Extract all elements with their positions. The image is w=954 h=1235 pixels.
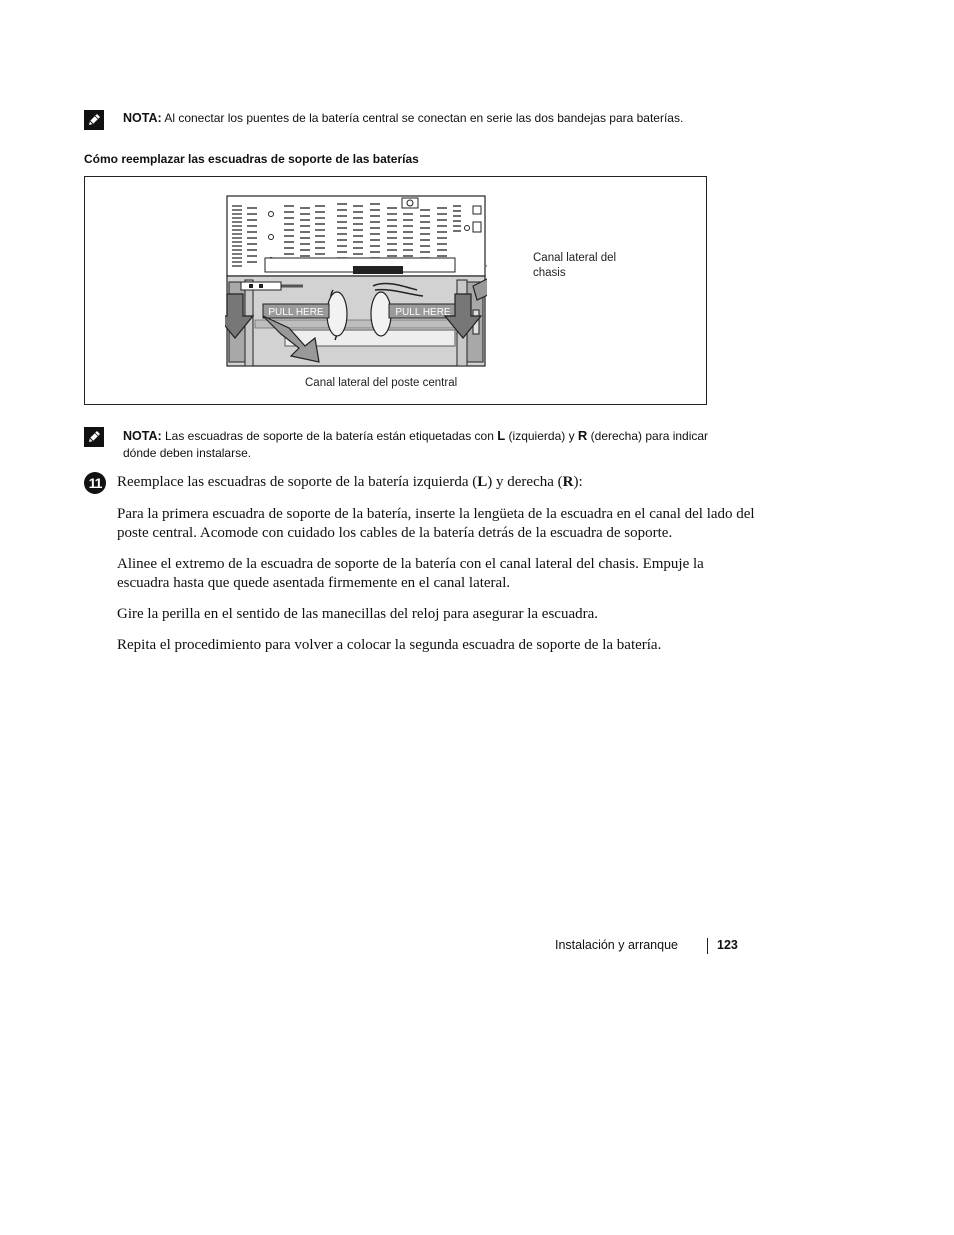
battery-bracket-illustration <box>225 194 487 369</box>
step-title-a: Reemplace las escuadras de soporte de la batería izquierda ( <box>117 474 478 490</box>
figure-frame <box>84 176 707 405</box>
page-number: 123 <box>717 938 738 952</box>
note-text: Al conectar los puentes de la batería central se conectan en serie las dos bandejas para baterías. <box>164 111 684 125</box>
step-title <box>117 474 583 491</box>
callout-chassis-channel <box>533 251 616 281</box>
paragraph-3: Gire la perilla en el sentido de las manecillas del reloj para asegurar la escuadra. <box>117 606 599 622</box>
callout-center-post-channel: Canal lateral del poste central <box>305 377 458 389</box>
note-text-c: (derecha) para indicar <box>590 429 709 443</box>
note-text-a: Las escuadras de soporte de la batería están etiquetadas con <box>165 429 494 443</box>
step-title-l: L <box>477 474 488 490</box>
pull-here-tab-left: PULL HERE <box>268 307 324 318</box>
footer-divider <box>707 938 708 954</box>
footer-section-title: Instalación y arranque <box>555 938 678 952</box>
note-label: NOTA: <box>123 429 162 443</box>
right-glyph: R <box>577 428 588 443</box>
paragraph-2: Alinee el extremo de la escuadra de soporte de la batería con el canal lateral del chasis. Empuje la escuadra hasta que quede asentada firmemente en el canal lateral. <box>117 556 704 591</box>
callout-chassis-line-2: chasis <box>533 267 566 279</box>
note-text-b: (izquierda) y <box>508 429 575 443</box>
figure-caption: Cómo reemplazar las escuadras de soporte de las baterías <box>84 152 419 166</box>
note-text-line-2: dónde deben instalarse. <box>123 446 252 460</box>
step-number-badge: 11 <box>84 472 106 494</box>
note-2 <box>84 427 744 462</box>
step-title-b: ) y derecha ( <box>487 474 563 490</box>
note-1 <box>84 110 744 127</box>
pull-here-tab-right: PULL HERE <box>395 307 451 318</box>
left-glyph: L <box>497 428 506 443</box>
paragraph-1: Para la primera escuadra de soporte de la batería, inserte la lengüeta de la escuadra en el canal del lado del poste central. Acomode con cuidado los cables de la batería detrás de la escuadra de soporte. <box>117 506 755 541</box>
step-title-c: ): <box>573 474 583 490</box>
note-label: NOTA: <box>123 111 162 125</box>
pencil-note-icon <box>84 427 104 447</box>
step-title-r: R <box>562 474 574 490</box>
paragraph-4: Repita el procedimiento para volver a colocar la segunda escuadra de soporte de la batería. <box>117 637 662 653</box>
pencil-note-icon <box>84 110 104 130</box>
callout-chassis-line-1: Canal lateral del <box>533 252 617 264</box>
